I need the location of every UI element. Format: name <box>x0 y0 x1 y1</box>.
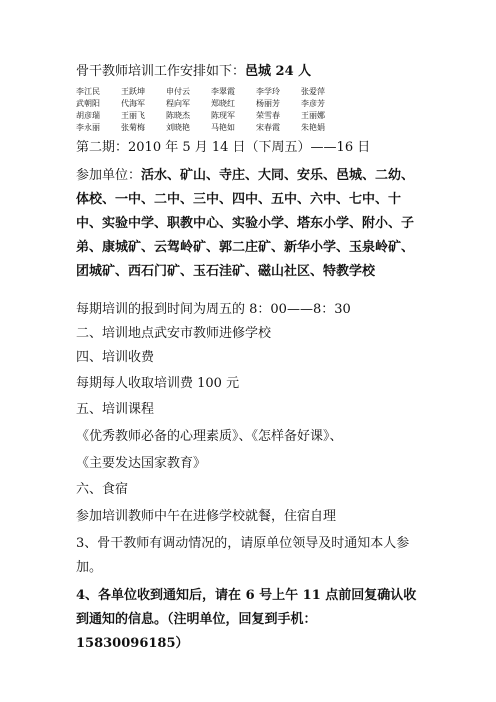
names-row <box>76 123 406 135</box>
notice-four-text: 4、各单位收到通知后，请在 6 号上午 11 点前回复确认收到通知的信息。（注明单位，回复到手机：15830096185） <box>76 588 417 651</box>
names-row <box>76 99 406 111</box>
teacher-name: 荣雪春 <box>256 111 280 120</box>
teacher-name: 代海军 <box>121 99 145 108</box>
session-two-dates: 第二期：2010 年 5 月 14 日（下周五）——16 日 <box>76 140 371 155</box>
fees-heading: 四、培训收费 <box>76 350 155 365</box>
board-heading: 六、食宿 <box>76 482 129 497</box>
teacher-name: 李彦芳 <box>301 99 325 108</box>
section-heading <box>76 64 311 80</box>
teacher-name: 王丽娜 <box>301 111 325 120</box>
fees-detail: 每期每人收取培训费 100 元 <box>76 376 240 391</box>
courses-heading: 五、培训课程 <box>76 402 155 417</box>
heading-emphasis: 邑城 24 人 <box>245 64 312 79</box>
teacher-names-table <box>76 87 406 135</box>
teacher-name: 陈现军 <box>211 111 235 120</box>
board-detail: 参加培训教师中午在进修学校就餐，住宿自理 <box>76 509 337 524</box>
teacher-name: 宋春霞 <box>256 123 280 132</box>
notice-four <box>76 584 422 656</box>
teacher-name: 张爱萍 <box>301 87 325 96</box>
teacher-name: 王跃坤 <box>121 87 145 96</box>
teacher-name: 王丽飞 <box>121 111 145 120</box>
notice-three <box>76 532 422 580</box>
teacher-name: 陈晓杰 <box>166 111 190 120</box>
course-list-line-2: 《主要发达国家教育》 <box>76 456 207 471</box>
heading-prefix: 骨干教师培训工作安排如下： <box>76 64 246 79</box>
teacher-name: 刘晓艳 <box>166 123 190 132</box>
teacher-name: 程向军 <box>166 99 190 108</box>
report-time: 每期培训的报到时间为周五的 8：00——8：30 <box>76 302 351 317</box>
participants-list: 活水、矿山、寺庄、大同、安乐、邑城、二幼、体校、一中、二中、三中、四中、五中、六中、七中、十中、实验中学、职教中心、实验小学、塔东小学、附小、子弟、康城矿、云驾岭矿、郭二庄矿、新华小学、玉泉岭矿、团城矿、西石门矿、玉石洼矿、磁山社区、特教学校 <box>76 168 415 279</box>
names-row <box>76 111 406 123</box>
teacher-name: 武朝阳 <box>76 99 100 108</box>
teacher-name: 张菊梅 <box>121 123 145 132</box>
notice-three-text: 3、骨干教师有调动情况的，请原单位领导及时通知本人参加。 <box>76 536 410 575</box>
names-row <box>76 87 406 99</box>
teacher-name: 郑晓红 <box>211 99 235 108</box>
teacher-name: 申付云 <box>166 87 190 96</box>
training-location: 二、培训地点武安市教师进修学校 <box>76 326 272 341</box>
course-list-line-1: 《优秀教师必备的心理素质》、《怎样备好课》、 <box>76 429 343 444</box>
participants-label: 参加单位： <box>76 168 142 183</box>
teacher-name: 李江民 <box>76 87 100 96</box>
teacher-name: 马艳如 <box>211 123 235 132</box>
teacher-name: 李学玲 <box>256 87 280 96</box>
teacher-name: 杨丽芳 <box>256 99 280 108</box>
participating-units <box>76 164 422 284</box>
teacher-name: 李永丽 <box>76 123 100 132</box>
teacher-name: 朱艳娟 <box>301 123 325 132</box>
teacher-name: 李翠霞 <box>211 87 235 96</box>
teacher-name: 胡彦瑞 <box>76 111 100 120</box>
